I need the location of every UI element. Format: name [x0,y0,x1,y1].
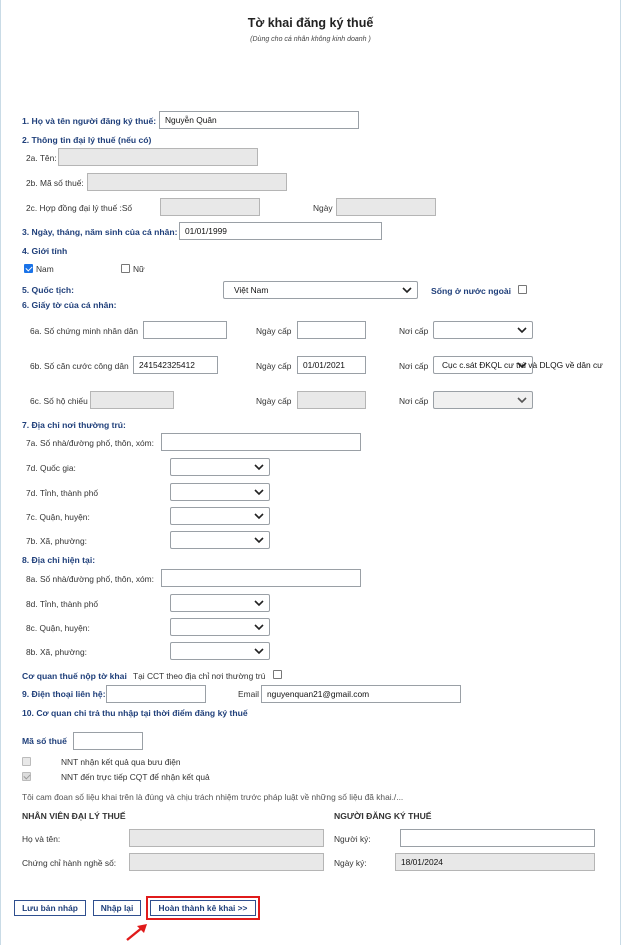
complete-button[interactable]: Hoàn thành kê khai >> [150,900,256,916]
declaration-text: Tôi cam đoan số liệu khai trên là đúng và chịu trách nhiệm trước pháp luật về những số liệu đã khai./... [22,792,404,802]
cmnd-label: 6a. Số chứng minh nhân dân [30,326,139,336]
perm-ward-select[interactable] [170,531,270,549]
chevron-down-icon [254,623,264,631]
gender-male-label: Nam [36,264,54,274]
signer-input[interactable] [400,829,595,847]
agent-tax-code-input [87,173,287,191]
page-title: Tờ khai đăng ký thuế [247,16,374,30]
cccd-label: 6b. Số căn cước công dân [30,361,129,371]
chevron-down-icon [517,361,527,369]
perm-street-input[interactable] [161,433,361,451]
post-result-checkbox [22,757,31,766]
agent-cert-input [129,853,324,871]
nationality-label: 5. Quốc tịch: [22,285,75,295]
curr-street-input[interactable] [161,569,361,587]
email-label: Email [238,689,259,699]
id-documents-label: 6. Giấy tờ của cá nhân: [22,300,117,310]
section-2-label: 2. Thông tin đại lý thuế (nếu có) [22,135,152,145]
phone-label: 9. Điện thoại liên hệ: [22,689,106,699]
curr-district-select[interactable] [170,618,270,636]
cccd-issue-place-value: Cục c.sát ĐKQL cư trú và DLQG về dân cư [442,360,603,370]
living-abroad-checkbox[interactable] [518,285,527,294]
agent-name-input [58,148,258,166]
perm-street-label: 7a. Số nhà/đường phố, thôn, xóm: [26,438,154,448]
chevron-down-icon [254,536,264,544]
cmnd-issue-place-select[interactable] [433,321,533,339]
passport-issue-place-label: Nơi cấp [399,396,429,406]
cccd-issue-place-select[interactable] [433,356,603,374]
agent-contract-date-label: Ngày [313,203,333,213]
sign-date-label: Ngày ký: [334,858,367,868]
gender-male-checkbox[interactable] [24,264,33,273]
payer-tax-code-input[interactable] [73,732,143,750]
perm-district-label: 7c. Quận, huyện: [26,512,90,522]
agent-contract-date-input [336,198,436,216]
income-payer-label: 10. Cơ quan chi trả thu nhập tại thời điểm đăng ký thuế [22,708,248,718]
birth-date-label: 3. Ngày, tháng, năm sinh của cá nhân: [22,227,178,237]
agent-contract-input [160,198,260,216]
cccd-issue-place-label: Nơi cấp [399,361,429,371]
perm-ward-label: 7b. Xã, phường: [26,536,87,546]
perm-country-label: 7d. Quốc gia: [26,463,76,473]
curr-street-label: 8a. Số nhà/đường phố, thôn, xóm: [26,574,154,584]
sign-date-input: 18/01/2024 [395,853,595,871]
cmnd-input[interactable] [143,321,227,339]
tax-office-option-label: Tại CCT theo địa chỉ nơi thường trú [133,671,266,681]
curr-province-select[interactable] [170,594,270,612]
perm-country-select[interactable] [170,458,270,476]
agent-name-label: 2a. Tên: [26,153,57,163]
registrant-header: NGƯỜI ĐĂNG KÝ THUẾ [334,811,432,821]
nationality-select[interactable] [223,281,418,299]
perm-province-select[interactable] [170,483,270,501]
curr-ward-label: 8b. Xã, phường: [26,647,87,657]
agent-cert-label: Chứng chỉ hành nghề số: [22,858,117,868]
chevron-down-icon [402,286,412,294]
nationality-value: Việt Nam [234,285,269,295]
cccd-input[interactable]: 241542325412 [133,356,218,374]
full-name-input[interactable]: Nguyễn Quân [159,111,359,129]
chevron-down-icon [254,512,264,520]
chevron-down-icon [517,326,527,334]
curr-district-label: 8c. Quận, huyện: [26,623,90,633]
cmnd-issue-date-input[interactable] [297,321,366,339]
cccd-issue-date-input[interactable]: 01/01/2021 [297,356,366,374]
curr-province-label: 8d. Tỉnh, thành phố [26,599,99,609]
tax-office-label: Cơ quan thuế nộp tờ khai [22,671,127,681]
full-name-label: 1. Họ và tên người đăng ký thuế: [22,116,157,126]
chevron-down-icon [254,599,264,607]
agent-contract-label: 2c. Hợp đồng đại lý thuế :Số [26,203,133,213]
chevron-down-icon [517,396,527,404]
agent-tax-code-label: 2b. Mã số thuế: [26,178,84,188]
perm-district-select[interactable] [170,507,270,525]
agent-fullname-label: Họ và tên: [22,834,61,844]
gender-female-checkbox[interactable] [121,264,130,273]
post-result-label: NNT nhận kết quả qua bưu điện [61,757,181,767]
passport-input [90,391,174,409]
direct-result-label: NNT đến trực tiếp CQT để nhận kết quả [61,772,210,782]
cccd-issue-date-label: Ngày cấp [256,361,292,371]
chevron-down-icon [254,647,264,655]
cmnd-issue-place-label: Nơi cấp [399,326,429,336]
page-subtitle: (Dùng cho cá nhân không kinh doanh ) [250,36,371,43]
passport-issue-date-input [297,391,366,409]
payer-tax-code-label: Mã số thuế [22,736,67,746]
direct-result-checkbox [22,772,31,781]
curr-ward-select[interactable] [170,642,270,660]
cmnd-issue-date-label: Ngày cấp [256,326,292,336]
agent-fullname-input [129,829,324,847]
signer-label: Người ký: [334,834,371,844]
tax-office-checkbox[interactable] [273,670,282,679]
chevron-down-icon [254,488,264,496]
perm-province-label: 7d. Tỉnh, thành phố [26,488,99,498]
pointer-arrow-icon [124,922,150,942]
birth-date-input[interactable]: 01/01/1999 [179,222,382,240]
phone-input[interactable] [106,685,206,703]
email-input[interactable]: nguyenquan21@gmail.com [261,685,461,703]
chevron-down-icon [254,463,264,471]
passport-issue-place-select [433,391,533,409]
reset-button[interactable]: Nhập lại [93,900,141,916]
permanent-address-label: 7. Địa chỉ nơi thường trú: [22,420,126,430]
living-abroad-label: Sống ở nước ngoài [431,286,512,296]
agent-header: NHÂN VIÊN ĐẠI LÝ THUẾ [22,811,126,821]
current-address-label: 8. Địa chỉ hiện tại: [22,555,96,565]
save-draft-button[interactable]: Lưu bản nháp [14,900,86,916]
passport-label: 6c. Số hộ chiếu [30,396,88,406]
gender-female-label: Nữ [133,264,145,274]
gender-label: 4. Giới tính [22,246,68,256]
passport-issue-date-label: Ngày cấp [256,396,292,406]
